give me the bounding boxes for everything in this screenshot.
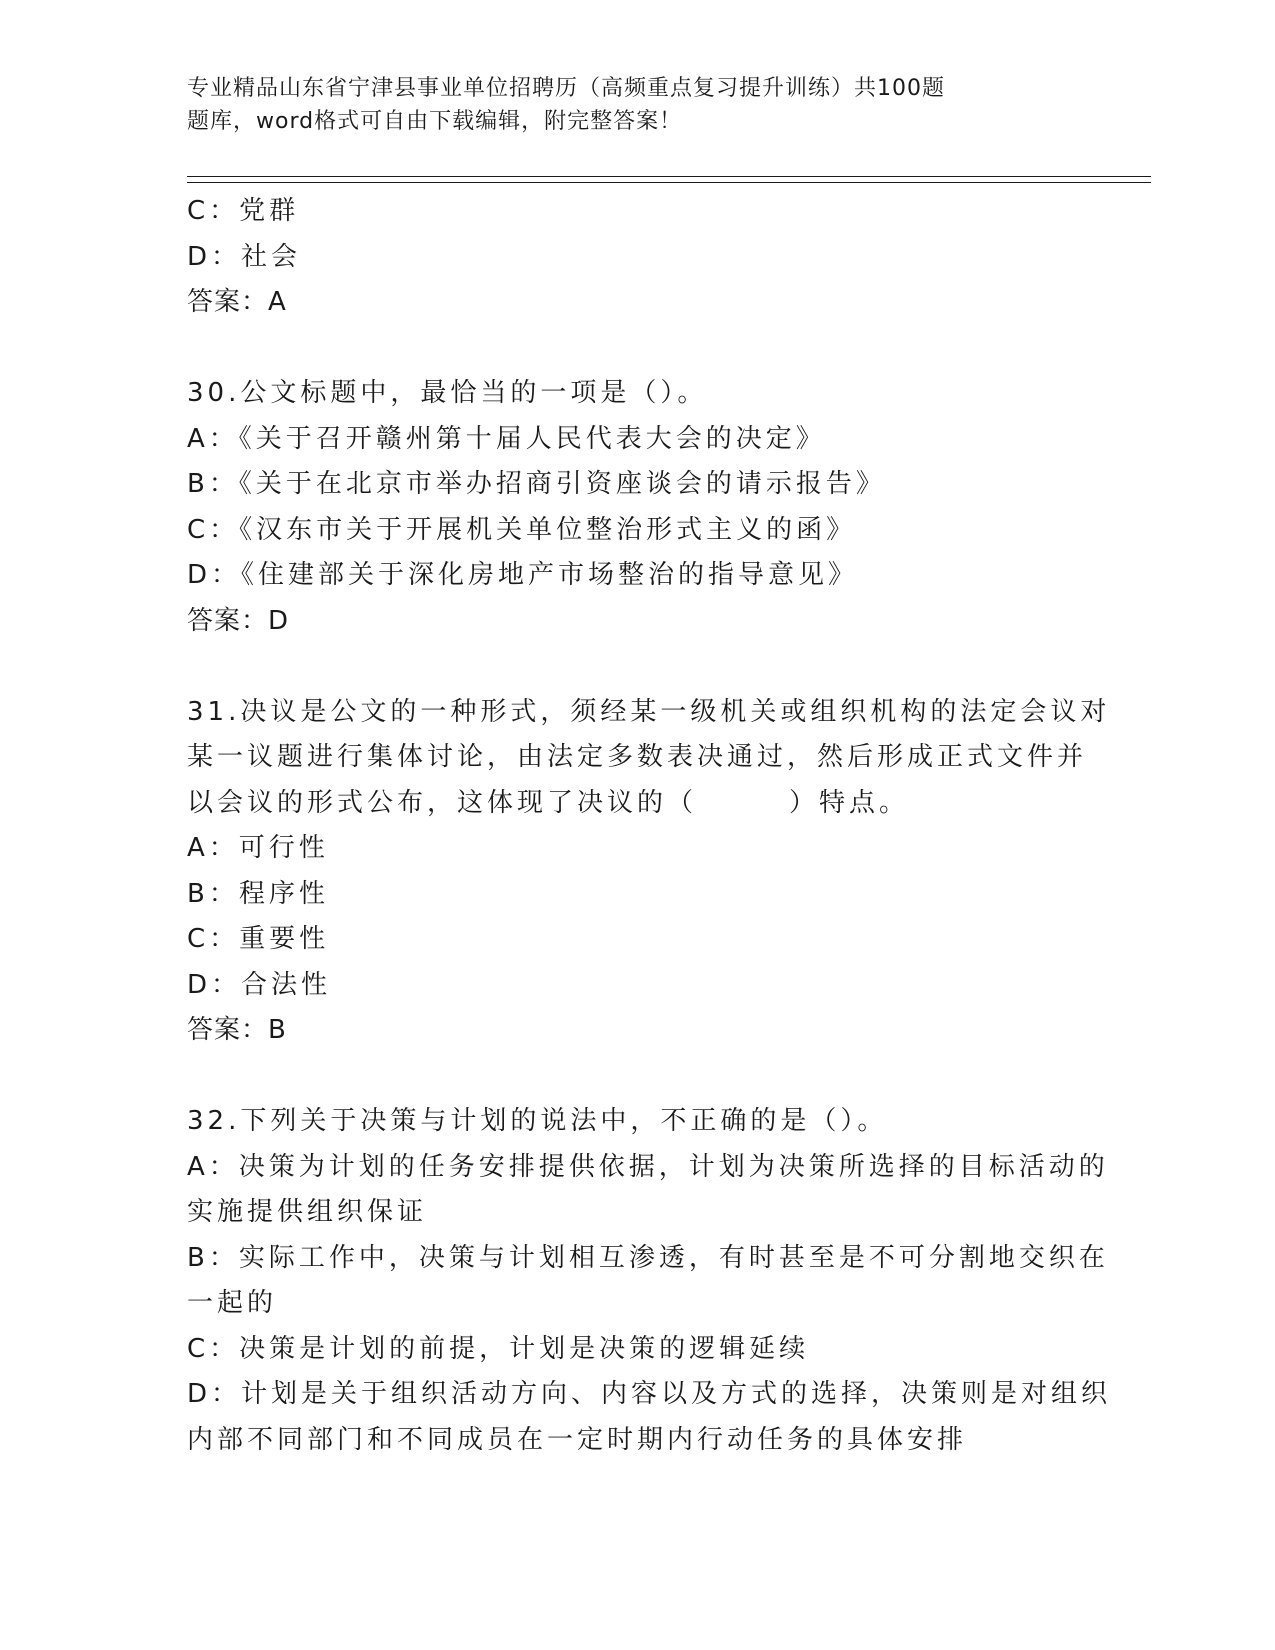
document-header [187,72,1047,138]
spacer [187,644,1077,690]
option-b-line-1: B：实际工作中，决策与计划相互渗透，有时甚至是不可分割地交织在 [187,1242,1109,1273]
answer: 答案：D [187,605,290,636]
option-a-line-2: 实施提供组织保证 [187,1197,428,1227]
option-c: C：党群 [187,196,300,226]
option-d: D：合法性 [187,969,332,1000]
question-31 [187,690,1111,1054]
question-30 [187,371,1077,644]
option-b: B：程序性 [187,878,329,909]
question-stem-line-2: 某一议题进行集体讨论，由法定多数表决通过，然后形成正式文件并 [187,742,1088,772]
header-line-2: 题库，word格式可自由下载编辑，附完整答案！ [187,109,683,134]
document-body [187,189,1112,1463]
option-c: C：重要性 [187,924,330,954]
question-stem: 30.公文标题中，最恰当的一项是（）。 [187,378,708,408]
header-line-1: 专业精品山东省宁津县事业单位招聘历（高频重点复习提升训练）共100题 [187,76,945,101]
question-32 [187,1099,1112,1463]
option-a-line-1: A：决策为计划的任务安排提供依据，计划为决策所选择的目标活动的 [187,1151,1109,1182]
option-c: C：《汉东市关于开展机关单位整治形式主义的函》 [187,514,857,545]
stem-text-after-blank: ）特点。 [789,787,910,818]
question-stem-line-3 [187,781,1077,827]
answer: 答案：A [187,287,287,317]
option-a: A：《关于召开赣州第十届人民代表大会的决定》 [187,423,826,454]
header-rule-bottom [187,182,1151,183]
question-29-tail [187,189,1077,326]
option-d: D：社会 [187,241,302,272]
option-c: C：决策是计划的前提，计划是决策的逻辑延续 [187,1333,810,1364]
option-b: B：《关于在北京市举办招商引资座谈会的请示报告》 [187,469,886,499]
question-stem-line-1: 31.决议是公文的一种形式，须经某一级机关或组织机构的法定会议对 [187,696,1111,727]
answer: 答案：B [187,1015,287,1045]
question-stem: 32.下列关于决策与计划的说法中，不正确的是（）。 [187,1106,888,1136]
option-a: A：可行性 [187,833,329,863]
option-d-line-1: D：计划是关于组织活动方向、内容以及方式的选择，决策则是对组织 [187,1379,1112,1409]
spacer [187,1054,1077,1100]
option-d-line-2: 内部不同部门和不同成员在一定时期内行动任务的具体安排 [187,1424,968,1455]
header-rule-top [187,176,1151,177]
spacer [187,326,1077,372]
option-d: D：《住建部关于深化房地产市场整治的指导意见》 [187,560,859,590]
option-b-line-2: 一起的 [187,1288,278,1318]
stem-text-before-blank: 以会议的形式公布，这体现了决议的（ [187,787,698,818]
